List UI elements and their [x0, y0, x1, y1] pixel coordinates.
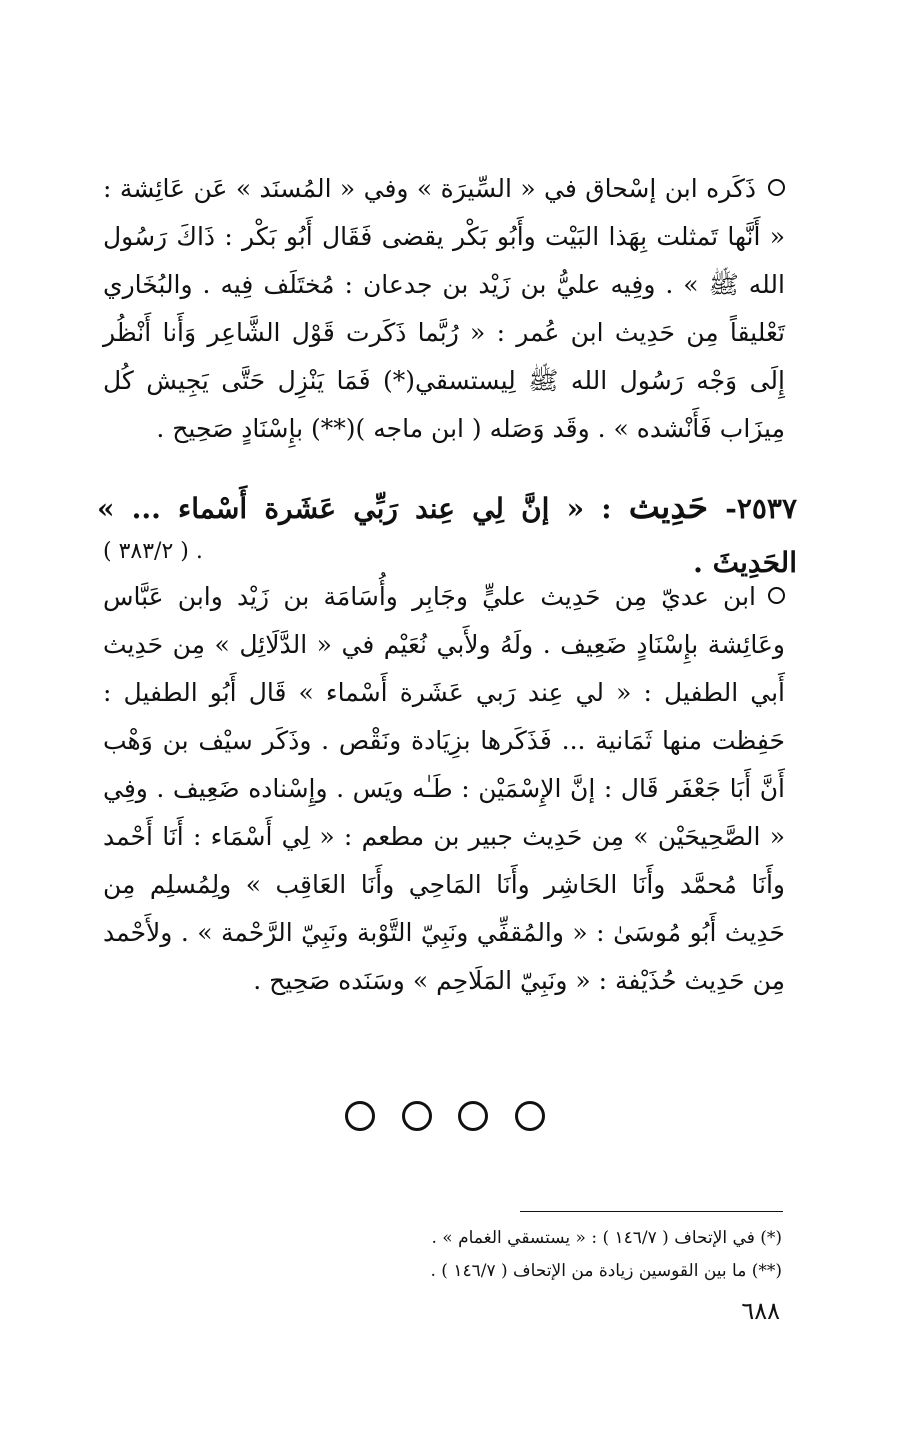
hadith-text: : « إنَّ لِي عِند رَبِّي عَشَرة أَسْماء ... » الحَدِيثَ .	[97, 492, 797, 579]
footnotes	[282, 1222, 782, 1288]
circle-ornament-icon	[515, 1101, 545, 1131]
circle-ornament-icon	[458, 1101, 488, 1131]
hadith-label: حَدِيث	[628, 487, 709, 526]
paragraph-1-text: ذَكَره ابن إسْحاق في « السِّيرَة » وفي « المُسنَد » عَن عَائِشة : « أَنَّها تَمثلت بِهَذا البَيْت وأَبُو بَكْر يقضى فَقَال أَبُو بَكْر : ذَاكَ رَسُول الله ﷺ » . وفِيه عليُّ بن زَيْد بن جدعان : مُختَلَف فِيه . والبُخَاري تَعْليقاً مِن حَدِيث ابن عُمر : « رُبَّما ذَكَرت قَوْل الشَّاعِر وَأَنا أَنْظُر إِلَى وَجْه رَسُول الله ﷺ لِيستسقي(*) فَمَا يَنْزِل حَتَّى يَجِيش كُل مِيزَاب فَأَنْشده » . وقَد وَصَله ( ابن ماجه )(**) بإِسْنَادٍ صَحِيح .	[103, 174, 785, 443]
page-number: ٦٨٨	[741, 1297, 780, 1325]
section-separator	[345, 1101, 545, 1137]
hadith-number: ٢٥٣٧-	[725, 492, 797, 525]
circle-ornament-icon	[345, 1101, 375, 1131]
circle-bullet-icon	[768, 587, 785, 604]
commentary-paragraph-1	[103, 165, 785, 453]
circle-ornament-icon	[402, 1101, 432, 1131]
paragraph-2-text: ابن عديّ مِن حَدِيث عليٍّ وجَابِر وأُسَامَة بن زَيْد وابن عَبَّاس وعَائِشة بإِسْنَادٍ ضَعِيف . ولَهُ ولأَبي نُعَيْم في « الدَّلَائِل » مِن حَدِيث أَبي الطفيل : « لي عِند رَبي عَشَرة أَسْماء » قَال أَبُو الطفيل : حَفِظت منها ثَمَانية ... فَذَكَرها بزِيَادة ونَقْص . وذَكَر سيْف بن وَهْب أَنَّ أَبَا جَعْفَر قَال : إنَّ الإِسْمَيْن : طَـٰه ويَس . وإِسْناده ضَعِيف . وفِي « الصَّحِيحَيْن » مِن حَدِيث جبير بن مطعم : « لِي أَسْمَاء : أَنَا أَحْمد وأَنَا مُحمَّد وأَنَا الحَاشِر وأَنَا المَاحِي وأَنَا العَاقِب » ولِمُسلِم مِن حَدِيث أَبُو مُوسَىٰ : « والمُقفِّي ونَبِيّ التَّوْبة ونَبِيّ الرَّحْمة » . ولأَحْمد مِن حَدِيث حُذَيْفة : « ونَبِيّ المَلَاحِم » وسَنَده صَحِيح .	[103, 582, 785, 995]
footnote-1: (*) في الإتحاف ( ١٤٦/٧ ) : « يستسقي الغمام » .	[431, 1228, 782, 1248]
footnote-divider	[520, 1211, 783, 1212]
footnote-2: (**) ما بين القوسين زيادة من الإتحاف ( ١٤٦/٧ ) .	[430, 1261, 782, 1281]
commentary-paragraph-2	[103, 573, 785, 1005]
hadith-reference	[103, 534, 785, 570]
hadith-reference-text: . ( ٣٨٣/٢ )	[103, 539, 203, 564]
circle-bullet-icon	[768, 179, 785, 196]
